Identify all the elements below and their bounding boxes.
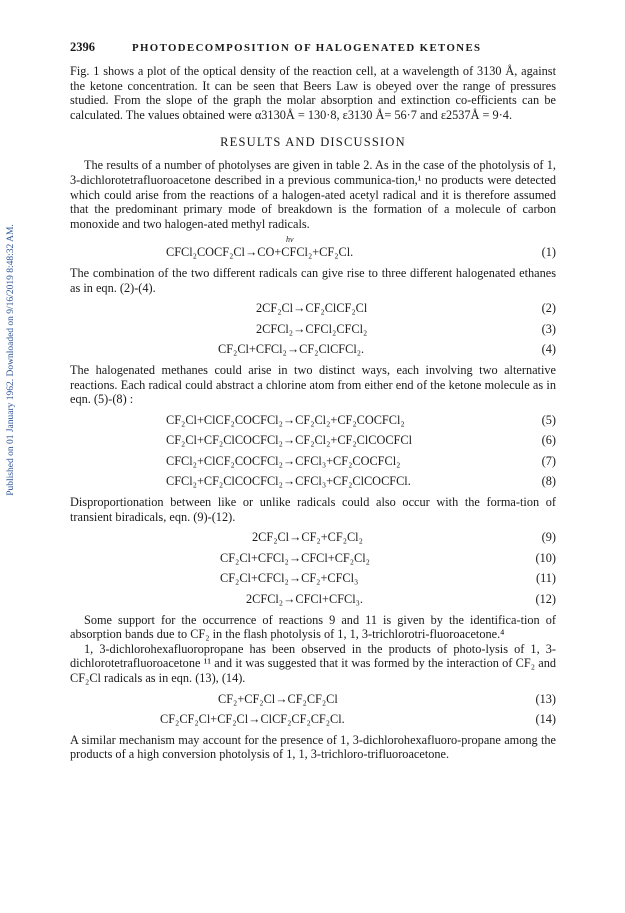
paragraph-combination: The combination of the two different radicals can give rise to three different halogenated ethanes as in eqn. (2)-(4). bbox=[70, 265, 556, 295]
download-watermark-text: Published on 01 January 1962. Downloaded on 9/16/2019 8:48:32 AM. bbox=[6, 224, 16, 496]
equation-12 bbox=[70, 589, 556, 610]
equation-2-text: 2CF₂Cl→CF₂ClCF₂Cl bbox=[256, 301, 368, 316]
equation-5 bbox=[70, 410, 556, 431]
equation-11-text: CF₂Cl+CFCl₂→CF₂+CFCl₃ bbox=[220, 571, 359, 586]
equation-3 bbox=[70, 319, 556, 340]
equation-10-number: (10) bbox=[535, 550, 556, 565]
paragraph-disproportionation: Disproportionation between like or unlike radicals could also occur with the forma-tion of transient biradicals, eqn. (9)-(12). bbox=[70, 495, 556, 524]
equation-group-5-8 bbox=[70, 410, 556, 492]
equation-11 bbox=[70, 568, 556, 589]
equation-12-number: (12) bbox=[535, 592, 556, 607]
equation-14-number: (14) bbox=[535, 712, 556, 727]
equation-6 bbox=[70, 430, 556, 451]
equation-2-number: (2) bbox=[541, 301, 556, 316]
equation-9-number: (9) bbox=[541, 530, 556, 545]
paragraph-results: The results of a number of photolyses are given in table 2. As in the case of the photolysis of 1, 3-dichlorotetrafluoroacetone described in a previous communica-tion,¹ no products were detected which could arise from the reactions of a halogen-ated acetyl radical and it is therefore assumed that the predominant primary mode of breakdown is the formation of a molecule of carbon monoxide and two halogen-ated methyl radicals. bbox=[70, 158, 556, 231]
equation-3-number: (3) bbox=[541, 321, 556, 336]
download-watermark bbox=[4, 170, 18, 550]
equation-1-number: (1) bbox=[541, 245, 556, 260]
paragraph-similar-mechanism: A similar mechanism may account for the presence of 1, 3-dichlorohexafluoro-propane among the products of a high conversion photolysis of 1, 1, 3-trichloro-trifluoroacetone. bbox=[70, 732, 556, 762]
equation-7 bbox=[70, 451, 556, 472]
equation-4-number: (4) bbox=[541, 342, 556, 357]
equation-8-number: (8) bbox=[541, 474, 556, 489]
page-header bbox=[70, 40, 556, 55]
paper-page bbox=[70, 40, 556, 762]
equation-6-number: (6) bbox=[541, 433, 556, 448]
equation-8-text: CFCl₂+CF₂ClCOCFCl₂→CFCl₃+CF₂ClCOCFCl. bbox=[166, 474, 411, 489]
equation-9 bbox=[70, 527, 556, 548]
equation-group-13-14 bbox=[70, 689, 556, 730]
equation-5-number: (5) bbox=[541, 412, 556, 427]
section-heading: RESULTS AND DISCUSSION bbox=[220, 135, 406, 150]
hv-label: hν bbox=[286, 235, 294, 245]
equation-13-number: (13) bbox=[535, 691, 556, 706]
paragraph-beers-law: Fig. 1 shows a plot of the optical density of the reaction cell, at a wavelength of 3130 Å, against the ketone concentration. It can be seen that Beers Law is obeyed over the range of pressures studied. From the slope of the graph the molar absorption and extinction co-efficients can be calculated. The values obtained were α3130Å = 130·8, ε3130 Å= 56·7 and ε2537Å = 9·4. bbox=[70, 64, 556, 122]
equation-7-number: (7) bbox=[541, 453, 556, 468]
equation-group-1 bbox=[70, 235, 556, 263]
equation-2 bbox=[70, 298, 556, 319]
page-number: 2396 bbox=[70, 40, 95, 54]
equation-6-text: CF₂Cl+CF₂ClCOCFCl₂→CF₂Cl₂+CF₂ClCOCFCl bbox=[166, 433, 413, 448]
equation-3-text: 2CFCl₂→CFCl₂CFCl₂ bbox=[256, 321, 368, 336]
equation-10 bbox=[70, 548, 556, 569]
equation-13 bbox=[70, 689, 556, 710]
running-head: PHOTODECOMPOSITION OF HALOGENATED KETONES bbox=[132, 42, 482, 54]
equation-13-text: CF₂+CF₂Cl→CF₂CF₂Cl bbox=[218, 691, 338, 706]
equation-group-9-12 bbox=[70, 527, 556, 609]
equation-9-text: 2CF₂Cl→CF₂+CF₂Cl₂ bbox=[252, 530, 363, 545]
equation-14-text: CF₂CF₂Cl+CF₂Cl→ClCF₂CF₂CF₂Cl. bbox=[160, 712, 345, 727]
equation-5-text: CF₂Cl+ClCF₂COCFCl₂→CF₂Cl₂+CF₂COCFCl₂ bbox=[166, 412, 405, 427]
equation-12-text: 2CFCl₂→CFCl+CFCl₃. bbox=[246, 592, 364, 607]
equation-1-text: CFCl₂COCF₂Cl→CO+CFCl₂+CF₂Cl. bbox=[166, 245, 354, 260]
equation-11-number: (11) bbox=[535, 571, 556, 586]
equation-4 bbox=[70, 339, 556, 360]
equation-1 bbox=[70, 235, 556, 263]
equation-7-text: CFCl₂+ClCF₂COCFCl₂→CFCl₃+CF₂COCFCl₂ bbox=[166, 453, 401, 468]
equation-10-text: CF₂Cl+CFCl₂→CFCl+CF₂Cl₂ bbox=[220, 550, 370, 565]
equation-8 bbox=[70, 471, 556, 492]
equation-group-2-4 bbox=[70, 298, 556, 360]
paragraph-dichlorohexafluoropropane: 1, 3-dichlorohexafluoropropane has been observed in the products of photo-lysis of 1, 3-dichlorotetrafluoroacetone ¹¹ and it was suggested that it was formed by the interaction of CF₂ and CF₂Cl radicals as in eqn. (13), (14). bbox=[70, 641, 556, 685]
equation-14 bbox=[70, 709, 556, 730]
paragraph-support: Some support for the occurrence of reactions 9 and 11 is given by the identifica-tion of absorption bands due to CF₂ in the flash photolysis of 1, 1, 3-trichlorotri-fluoroacetone.⁴ bbox=[70, 612, 556, 642]
paragraph-halogenated-methanes: The halogenated methanes could arise in two distinct ways, each involving two alternative reactions. Each radical could abstract a chlorine atom from either end of the ketone molecule as in eqn. (5)-(8) : bbox=[70, 362, 556, 407]
equation-4-text: CF₂Cl+CFCl₂→CF₂ClCFCl₂. bbox=[218, 342, 365, 357]
